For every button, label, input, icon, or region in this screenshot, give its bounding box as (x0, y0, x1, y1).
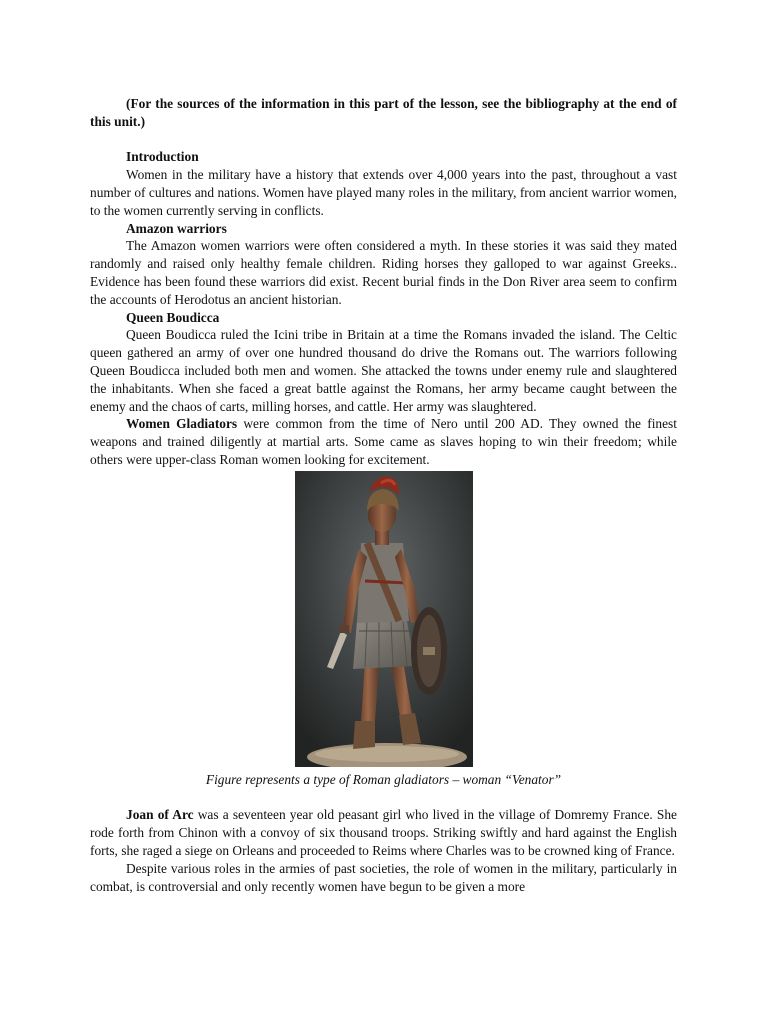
gladiators-text: were common from the time of Nero until 200 AD. They owned the finest weapons and trained diligently at martial arts. Some came as slaves hoping to win their freedom; while others were upper-class Roman women looking for excitement. (90, 416, 677, 467)
amazon-heading: Amazon warriors (126, 220, 227, 236)
boudicca-heading: Queen Boudicca (126, 309, 220, 325)
figure-caption: Figure represents a type of Roman gladiators – woman “Venator” (205, 771, 562, 787)
joan-text: was a seventeen year old peasant girl who lived in the village of Domremy France. She rode forth from Chinon with a convoy of six thousand troops. Striking swiftly and hard against the English forts, she raged a siege on Orleans and proceeded to Reims where Charles was to be crowned king of France. (90, 807, 677, 858)
sources-note: (For the sources of the information in this part of the lesson, see the bibliography at the end of this unit.) (90, 96, 677, 129)
spacer (90, 131, 677, 149)
gladiators-lead: Women Gladiators (126, 416, 238, 432)
closing-paragraph: Despite various roles in the armies of past societies, the role of women in the military, particularly in combat, is controversial and only recently women have begun to be given a more (90, 860, 677, 894)
spacer (90, 789, 677, 807)
figure-container (90, 471, 677, 767)
joan-lead: Joan of Arc (126, 807, 194, 823)
gladiators-paragraph (90, 415, 677, 468)
gladiator-figurine-illustration (295, 471, 473, 767)
introduction-paragraph: Women in the military have a history that extends over 4,000 years into the past, throughout a vast number of cultures and nations. Women have played many roles in the military, from ancient warrior women, to the women currently serving in conflicts. (90, 167, 677, 218)
introduction-heading: Introduction (126, 149, 199, 165)
boudicca-paragraph: Queen Boudicca ruled the Icini tribe in Britain at a time the Romans invaded the island. The Celtic queen gathered an army of over one hundred thousand do drive the Romans out. The warriors following Queen Boudicca included both men and women. She attacked the towns under enemy rule and slaughtered the inhabitants. When she faced a great battle against the Romans, her army became caught between the enemy and the chaos of carts, milling horses, and cattle. Her army was slaughtered. (90, 327, 677, 414)
gladiator-figurine-image (295, 471, 473, 767)
amazon-paragraph: The Amazon women warriors were often considered a myth. In these stories it was said they mated randomly and raised only healthy female children. Riding horses they galloped to war against Greeks.. Evidence has been found these warriors did exist. Recent burial finds in the Don River area seem to confirm the accounts of Herodotus an ancient historian. (90, 238, 677, 307)
document-page (90, 95, 677, 895)
joan-paragraph (90, 806, 677, 859)
